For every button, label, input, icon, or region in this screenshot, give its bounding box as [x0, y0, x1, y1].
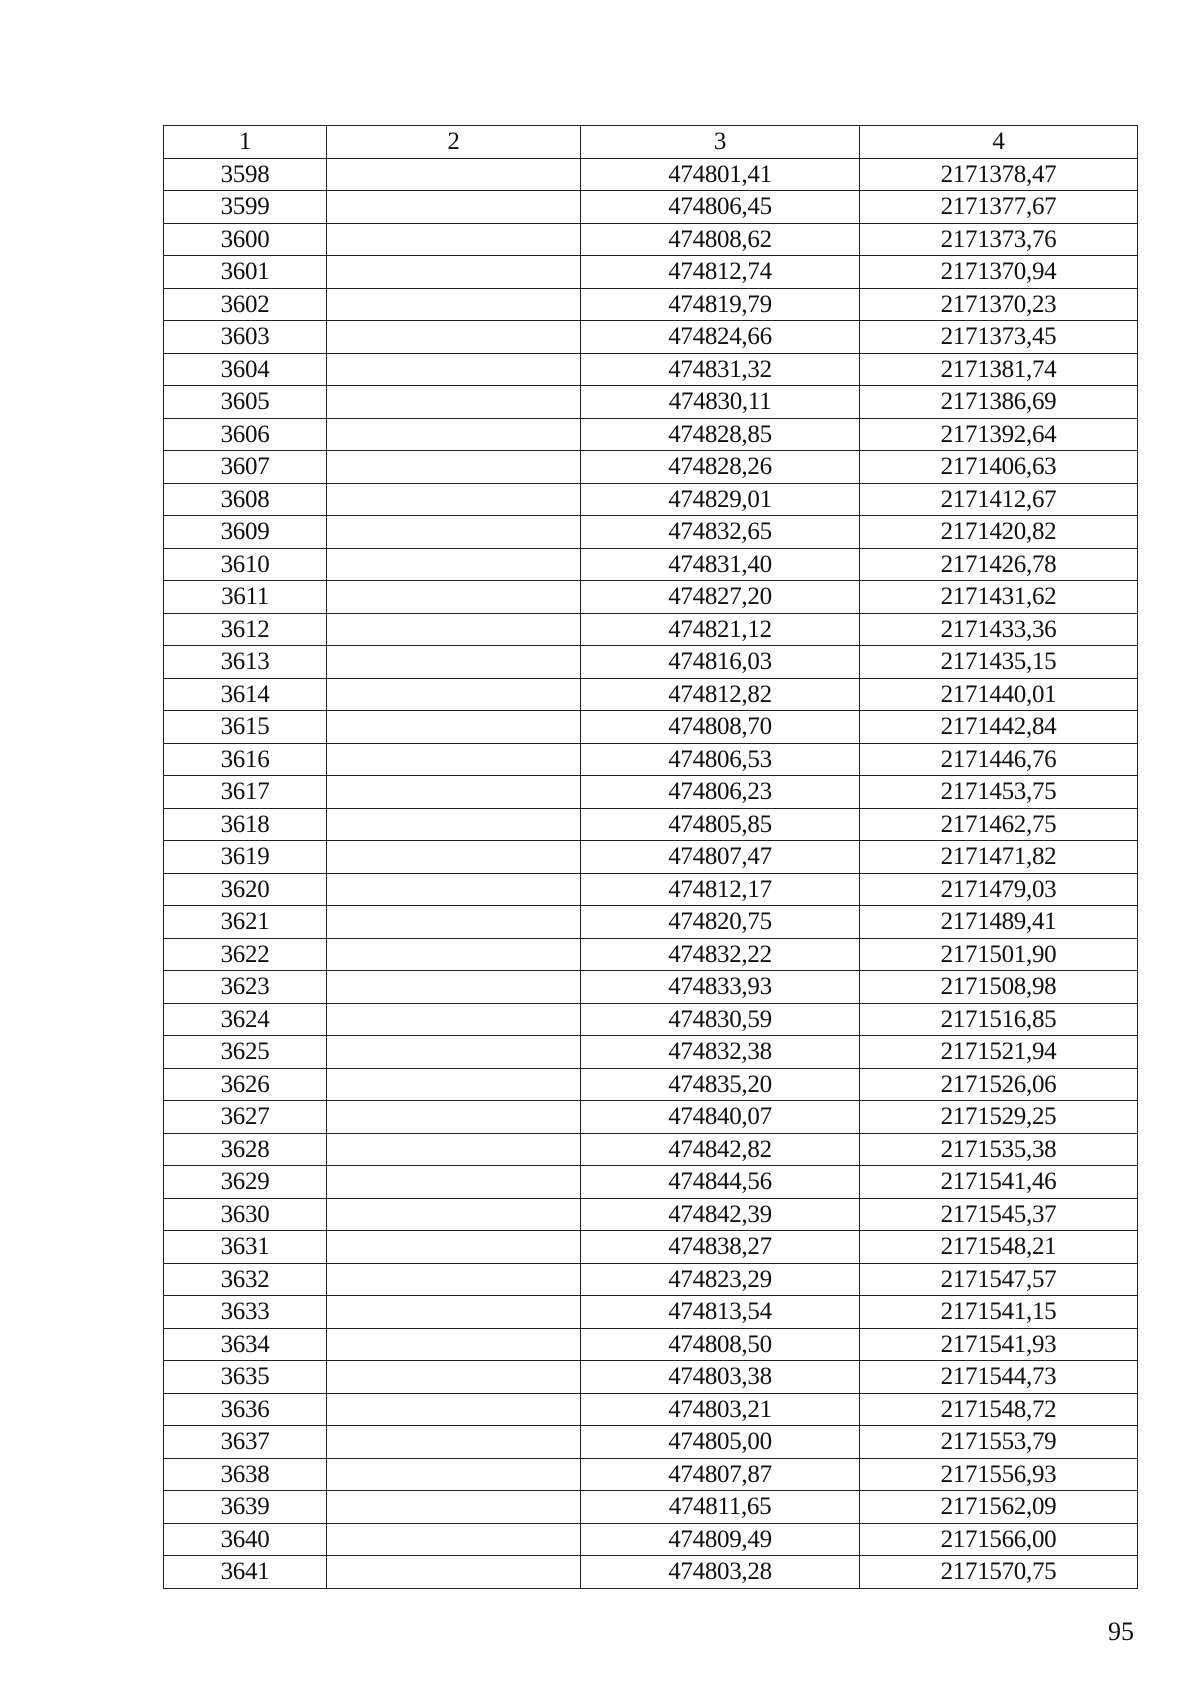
point-number-cell: 3625	[164, 1036, 327, 1069]
y-coordinate-cell: 2171386,69	[860, 386, 1138, 419]
x-coordinate-cell: 474840,07	[581, 1101, 860, 1134]
table-row	[164, 613, 1138, 646]
point-number-cell: 3613	[164, 646, 327, 679]
x-coordinate-cell: 474806,23	[581, 776, 860, 809]
table-row	[164, 1133, 1138, 1166]
empty-cell	[327, 353, 581, 386]
y-coordinate-cell: 2171462,75	[860, 808, 1138, 841]
x-coordinate-cell: 474801,41	[581, 158, 860, 191]
empty-cell	[327, 841, 581, 874]
empty-cell	[327, 321, 581, 354]
point-number-cell: 3604	[164, 353, 327, 386]
y-coordinate-cell: 2171570,75	[860, 1556, 1138, 1589]
table-row	[164, 1296, 1138, 1329]
table-row	[164, 223, 1138, 256]
y-coordinate-cell: 2171435,15	[860, 646, 1138, 679]
x-coordinate-cell: 474813,54	[581, 1296, 860, 1329]
table-row	[164, 288, 1138, 321]
column-header-4: 4	[860, 126, 1138, 159]
y-coordinate-cell: 2171412,67	[860, 483, 1138, 516]
x-coordinate-cell: 474823,29	[581, 1263, 860, 1296]
empty-cell	[327, 646, 581, 679]
empty-cell	[327, 873, 581, 906]
table-row	[164, 1393, 1138, 1426]
empty-cell	[327, 418, 581, 451]
point-number-cell: 3603	[164, 321, 327, 354]
table-row	[164, 1003, 1138, 1036]
empty-cell	[327, 1393, 581, 1426]
point-number-cell: 3598	[164, 158, 327, 191]
y-coordinate-cell: 2171373,45	[860, 321, 1138, 354]
empty-cell	[327, 613, 581, 646]
x-coordinate-cell: 474832,38	[581, 1036, 860, 1069]
x-coordinate-cell: 474831,32	[581, 353, 860, 386]
x-coordinate-cell: 474835,20	[581, 1068, 860, 1101]
point-number-cell: 3607	[164, 451, 327, 484]
point-number-cell: 3599	[164, 191, 327, 224]
x-coordinate-cell: 474809,49	[581, 1523, 860, 1556]
y-coordinate-cell: 2171373,76	[860, 223, 1138, 256]
x-coordinate-cell: 474842,39	[581, 1198, 860, 1231]
table-row	[164, 483, 1138, 516]
point-number-cell: 3635	[164, 1361, 327, 1394]
empty-cell	[327, 1263, 581, 1296]
point-number-cell: 3641	[164, 1556, 327, 1589]
y-coordinate-cell: 2171541,15	[860, 1296, 1138, 1329]
x-coordinate-cell: 474805,85	[581, 808, 860, 841]
point-number-cell: 3627	[164, 1101, 327, 1134]
x-coordinate-cell: 474807,87	[581, 1458, 860, 1491]
point-number-cell: 3614	[164, 678, 327, 711]
table-row	[164, 1166, 1138, 1199]
point-number-cell: 3628	[164, 1133, 327, 1166]
table-row	[164, 1328, 1138, 1361]
table-row	[164, 776, 1138, 809]
empty-cell	[327, 1458, 581, 1491]
x-coordinate-cell: 474808,70	[581, 711, 860, 744]
y-coordinate-cell: 2171526,06	[860, 1068, 1138, 1101]
table-row	[164, 1068, 1138, 1101]
y-coordinate-cell: 2171566,00	[860, 1523, 1138, 1556]
table-row	[164, 1426, 1138, 1459]
y-coordinate-cell: 2171547,57	[860, 1263, 1138, 1296]
table-row	[164, 711, 1138, 744]
empty-cell	[327, 776, 581, 809]
empty-cell	[327, 1133, 581, 1166]
empty-cell	[327, 678, 581, 711]
y-coordinate-cell: 2171516,85	[860, 1003, 1138, 1036]
table-body	[164, 158, 1138, 1588]
table-row	[164, 386, 1138, 419]
point-number-cell: 3639	[164, 1491, 327, 1524]
table-row	[164, 1198, 1138, 1231]
table-row	[164, 581, 1138, 614]
y-coordinate-cell: 2171501,90	[860, 938, 1138, 971]
point-number-cell: 3636	[164, 1393, 327, 1426]
y-coordinate-cell: 2171431,62	[860, 581, 1138, 614]
x-coordinate-cell: 474811,65	[581, 1491, 860, 1524]
empty-cell	[327, 1523, 581, 1556]
y-coordinate-cell: 2171489,41	[860, 906, 1138, 939]
x-coordinate-cell: 474803,28	[581, 1556, 860, 1589]
table-row	[164, 808, 1138, 841]
point-number-cell: 3637	[164, 1426, 327, 1459]
y-coordinate-cell: 2171521,94	[860, 1036, 1138, 1069]
point-number-cell: 3623	[164, 971, 327, 1004]
coordinates-table	[163, 125, 1138, 1589]
table-row	[164, 353, 1138, 386]
point-number-cell: 3616	[164, 743, 327, 776]
empty-cell	[327, 1068, 581, 1101]
point-number-cell: 3634	[164, 1328, 327, 1361]
empty-cell	[327, 158, 581, 191]
empty-cell	[327, 1166, 581, 1199]
x-coordinate-cell: 474833,93	[581, 971, 860, 1004]
empty-cell	[327, 386, 581, 419]
point-number-cell: 3602	[164, 288, 327, 321]
point-number-cell: 3630	[164, 1198, 327, 1231]
table-row	[164, 1523, 1138, 1556]
x-coordinate-cell: 474828,85	[581, 418, 860, 451]
point-number-cell: 3622	[164, 938, 327, 971]
x-coordinate-cell: 474842,82	[581, 1133, 860, 1166]
y-coordinate-cell: 2171377,67	[860, 191, 1138, 224]
x-coordinate-cell: 474803,38	[581, 1361, 860, 1394]
empty-cell	[327, 906, 581, 939]
column-header-2: 2	[327, 126, 581, 159]
y-coordinate-cell: 2171548,21	[860, 1231, 1138, 1264]
y-coordinate-cell: 2171442,84	[860, 711, 1138, 744]
empty-cell	[327, 1036, 581, 1069]
table-row	[164, 938, 1138, 971]
empty-cell	[327, 711, 581, 744]
table-row	[164, 971, 1138, 1004]
column-header-3: 3	[581, 126, 860, 159]
point-number-cell: 3605	[164, 386, 327, 419]
empty-cell	[327, 1296, 581, 1329]
x-coordinate-cell: 474808,50	[581, 1328, 860, 1361]
x-coordinate-cell: 474832,65	[581, 516, 860, 549]
x-coordinate-cell: 474830,59	[581, 1003, 860, 1036]
table-row	[164, 873, 1138, 906]
empty-cell	[327, 516, 581, 549]
x-coordinate-cell: 474807,47	[581, 841, 860, 874]
y-coordinate-cell: 2171392,64	[860, 418, 1138, 451]
y-coordinate-cell: 2171453,75	[860, 776, 1138, 809]
empty-cell	[327, 483, 581, 516]
point-number-cell: 3633	[164, 1296, 327, 1329]
x-coordinate-cell: 474806,45	[581, 191, 860, 224]
y-coordinate-cell: 2171433,36	[860, 613, 1138, 646]
point-number-cell: 3624	[164, 1003, 327, 1036]
y-coordinate-cell: 2171446,76	[860, 743, 1138, 776]
empty-cell	[327, 1003, 581, 1036]
y-coordinate-cell: 2171529,25	[860, 1101, 1138, 1134]
x-coordinate-cell: 474824,66	[581, 321, 860, 354]
x-coordinate-cell: 474812,74	[581, 256, 860, 289]
y-coordinate-cell: 2171545,37	[860, 1198, 1138, 1231]
y-coordinate-cell: 2171471,82	[860, 841, 1138, 874]
y-coordinate-cell: 2171378,47	[860, 158, 1138, 191]
table-row	[164, 678, 1138, 711]
empty-cell	[327, 743, 581, 776]
empty-cell	[327, 1361, 581, 1394]
empty-cell	[327, 1328, 581, 1361]
table-row	[164, 1036, 1138, 1069]
empty-cell	[327, 1101, 581, 1134]
table-row	[164, 841, 1138, 874]
x-coordinate-cell: 474829,01	[581, 483, 860, 516]
point-number-cell: 3620	[164, 873, 327, 906]
table-row	[164, 191, 1138, 224]
point-number-cell: 3615	[164, 711, 327, 744]
y-coordinate-cell: 2171479,03	[860, 873, 1138, 906]
point-number-cell: 3631	[164, 1231, 327, 1264]
table-row	[164, 158, 1138, 191]
y-coordinate-cell: 2171370,23	[860, 288, 1138, 321]
x-coordinate-cell: 474805,00	[581, 1426, 860, 1459]
table-row	[164, 1263, 1138, 1296]
y-coordinate-cell: 2171541,93	[860, 1328, 1138, 1361]
empty-cell	[327, 223, 581, 256]
point-number-cell: 3617	[164, 776, 327, 809]
point-number-cell: 3612	[164, 613, 327, 646]
table-row	[164, 321, 1138, 354]
y-coordinate-cell: 2171553,79	[860, 1426, 1138, 1459]
x-coordinate-cell: 474831,40	[581, 548, 860, 581]
point-number-cell: 3619	[164, 841, 327, 874]
point-number-cell: 3618	[164, 808, 327, 841]
point-number-cell: 3638	[164, 1458, 327, 1491]
table-row	[164, 646, 1138, 679]
point-number-cell: 3621	[164, 906, 327, 939]
y-coordinate-cell: 2171562,09	[860, 1491, 1138, 1524]
y-coordinate-cell: 2171381,74	[860, 353, 1138, 386]
table-row	[164, 1231, 1138, 1264]
y-coordinate-cell: 2171544,73	[860, 1361, 1138, 1394]
empty-cell	[327, 191, 581, 224]
x-coordinate-cell: 474838,27	[581, 1231, 860, 1264]
table-row	[164, 1458, 1138, 1491]
x-coordinate-cell: 474812,82	[581, 678, 860, 711]
point-number-cell: 3611	[164, 581, 327, 614]
table-row	[164, 418, 1138, 451]
x-coordinate-cell: 474806,53	[581, 743, 860, 776]
y-coordinate-cell: 2171426,78	[860, 548, 1138, 581]
page-number: 95	[1108, 1617, 1134, 1646]
x-coordinate-cell: 474816,03	[581, 646, 860, 679]
point-number-cell: 3629	[164, 1166, 327, 1199]
point-number-cell: 3601	[164, 256, 327, 289]
empty-cell	[327, 1491, 581, 1524]
y-coordinate-cell: 2171440,01	[860, 678, 1138, 711]
empty-cell	[327, 548, 581, 581]
column-header-1: 1	[164, 126, 327, 159]
table-row	[164, 1361, 1138, 1394]
point-number-cell: 3606	[164, 418, 327, 451]
point-number-cell: 3640	[164, 1523, 327, 1556]
empty-cell	[327, 256, 581, 289]
y-coordinate-cell: 2171556,93	[860, 1458, 1138, 1491]
empty-cell	[327, 808, 581, 841]
empty-cell	[327, 1426, 581, 1459]
table-row	[164, 1491, 1138, 1524]
table-row	[164, 906, 1138, 939]
empty-cell	[327, 971, 581, 1004]
point-number-cell: 3610	[164, 548, 327, 581]
x-coordinate-cell: 474821,12	[581, 613, 860, 646]
x-coordinate-cell: 474819,79	[581, 288, 860, 321]
x-coordinate-cell: 474844,56	[581, 1166, 860, 1199]
empty-cell	[327, 938, 581, 971]
table-row	[164, 451, 1138, 484]
table-row	[164, 1556, 1138, 1589]
y-coordinate-cell: 2171406,63	[860, 451, 1138, 484]
x-coordinate-cell: 474827,20	[581, 581, 860, 614]
x-coordinate-cell: 474808,62	[581, 223, 860, 256]
y-coordinate-cell: 2171548,72	[860, 1393, 1138, 1426]
empty-cell	[327, 1198, 581, 1231]
y-coordinate-cell: 2171508,98	[860, 971, 1138, 1004]
empty-cell	[327, 1556, 581, 1589]
y-coordinate-cell: 2171541,46	[860, 1166, 1138, 1199]
x-coordinate-cell: 474828,26	[581, 451, 860, 484]
x-coordinate-cell: 474803,21	[581, 1393, 860, 1426]
empty-cell	[327, 1231, 581, 1264]
table-row	[164, 1101, 1138, 1134]
y-coordinate-cell: 2171535,38	[860, 1133, 1138, 1166]
table-header-row	[164, 126, 1138, 159]
table-row	[164, 548, 1138, 581]
x-coordinate-cell: 474830,11	[581, 386, 860, 419]
y-coordinate-cell: 2171370,94	[860, 256, 1138, 289]
table-row	[164, 516, 1138, 549]
table-row	[164, 256, 1138, 289]
table-row	[164, 743, 1138, 776]
empty-cell	[327, 288, 581, 321]
y-coordinate-cell: 2171420,82	[860, 516, 1138, 549]
x-coordinate-cell: 474832,22	[581, 938, 860, 971]
point-number-cell: 3609	[164, 516, 327, 549]
x-coordinate-cell: 474812,17	[581, 873, 860, 906]
point-number-cell: 3626	[164, 1068, 327, 1101]
point-number-cell: 3632	[164, 1263, 327, 1296]
empty-cell	[327, 581, 581, 614]
empty-cell	[327, 451, 581, 484]
point-number-cell: 3608	[164, 483, 327, 516]
x-coordinate-cell: 474820,75	[581, 906, 860, 939]
point-number-cell: 3600	[164, 223, 327, 256]
